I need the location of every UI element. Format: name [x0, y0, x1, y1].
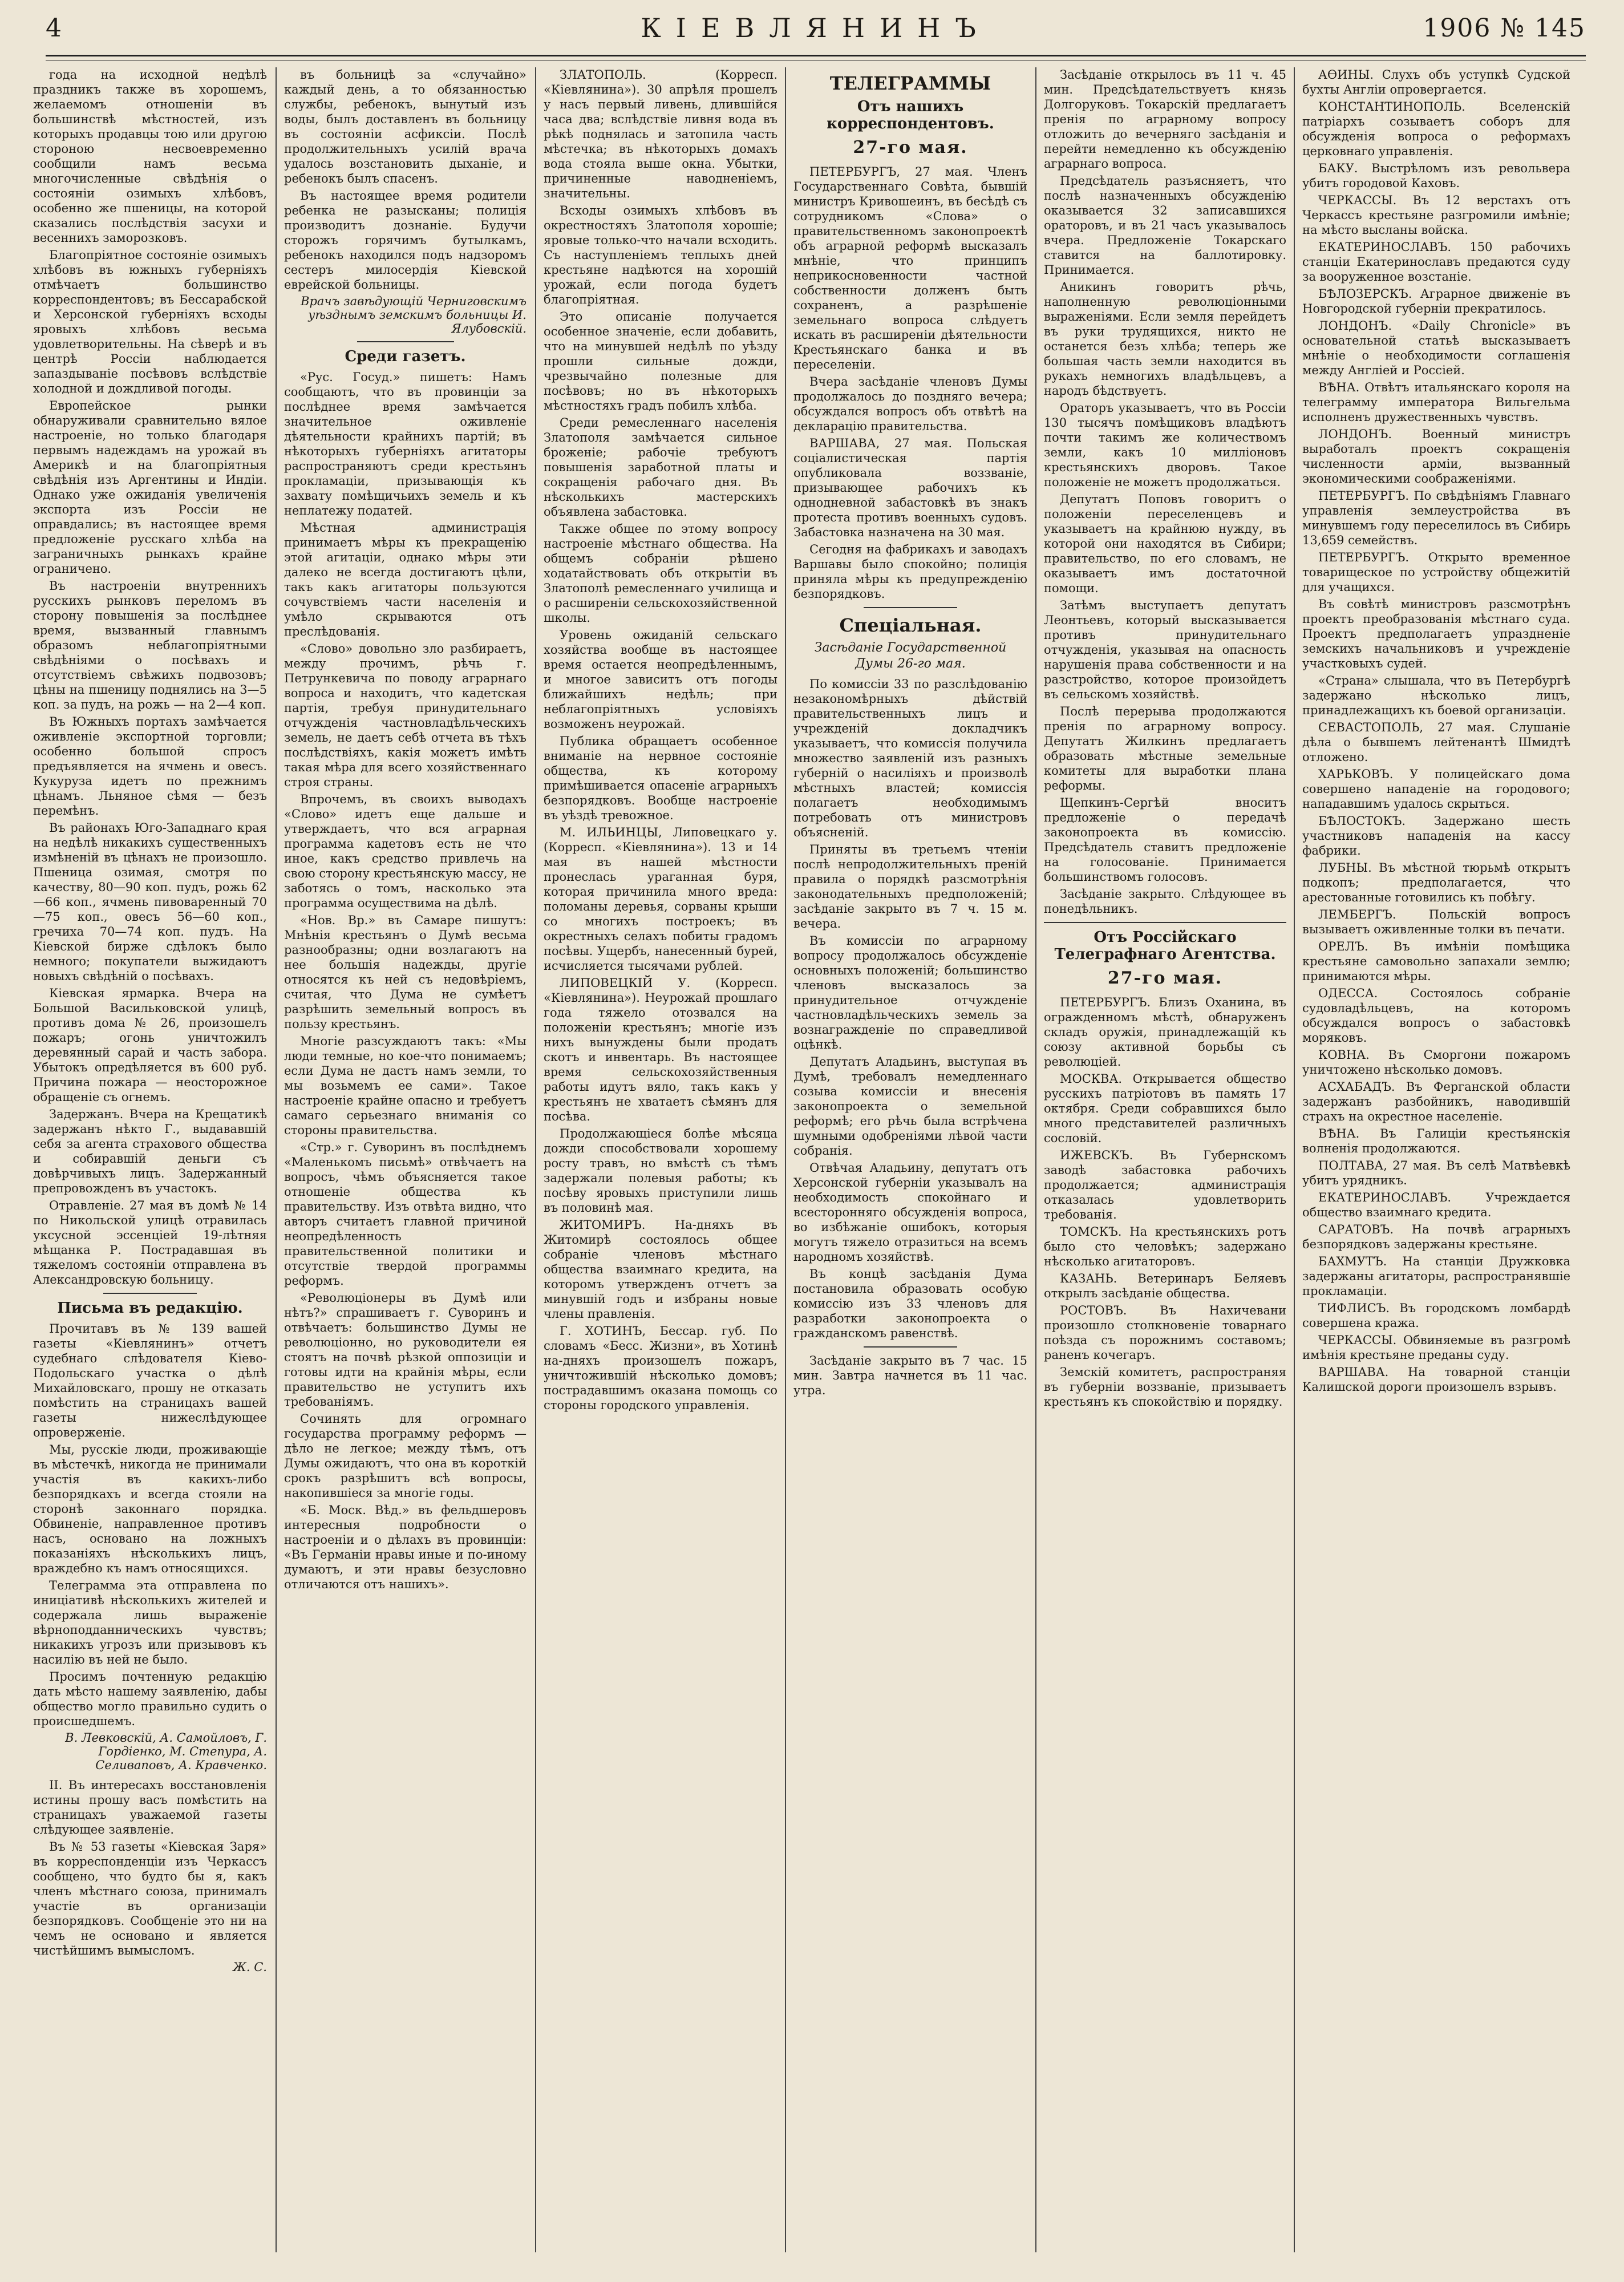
section-divider	[1044, 922, 1286, 923]
column-divider	[785, 67, 786, 2252]
section-title-special: Спеціальная.	[839, 614, 982, 636]
page-number: 4	[46, 14, 62, 43]
column-divider	[535, 67, 536, 2252]
article-paragraph: Задержанъ. Вчера на Крещатикѣ задержанъ нѣкто Г., выдававшій себя за агента страхового общества и собиравшій деньги съ довѣрчивыхъ лицъ. Задержанный препровожденъ въ участокъ.	[33, 1107, 267, 1195]
article-paragraph: АѲИНЫ. Слухъ объ уступкѣ Судской бухты Англіи опровергается.	[1302, 68, 1570, 96]
column-divider	[276, 67, 277, 2252]
article-paragraph: ВѢНА. Въ Галиціи крестьянскія волненія продолжаются.	[1302, 1127, 1570, 1155]
article-paragraph: БАХМУТЪ. На станціи Дружковка задержаны агитаторы, распространявшіе прокламаціи.	[1302, 1255, 1570, 1298]
article-paragraph: САРАТОВЪ. На почвѣ аграрныхъ безпорядковъ задержаны крестьяне.	[1302, 1223, 1570, 1251]
article-paragraph: ЛОНДОНЪ. «Daily Chronicle» въ основательной статьѣ высказываетъ мнѣніе о необходимости соглашенія между Англіей и Россіей.	[1302, 319, 1570, 377]
article-paragraph: КОНСТАНТИНОПОЛЬ. Вселенскій патріархъ созываетъ соборъ для обсужденія вопроса о реформахъ церковнаго управленія.	[1302, 100, 1570, 158]
section-title-rta: Отъ Россійскаго Телеграфнаго Агентства.	[1054, 929, 1276, 963]
article-paragraph: Приняты въ третьемъ чтеніи послѣ непродолжительныхъ преній правила о порядкѣ разсмотрѣнія законодательныхъ предположеній; засѣданіе закрыто въ 7 ч. 15 м. вечера.	[793, 843, 1027, 930]
article-paragraph: Въ совѣтѣ министровъ разсмотрѣнъ проектъ преобразованія мѣстнаго суда. Проектъ предполагаетъ упраздненіе земскихъ начальниковъ и учрежденіе участковыхъ судей.	[1302, 597, 1570, 670]
column-3	[544, 67, 777, 2269]
article-paragraph: Прочитавъ въ № 139 вашей газеты «Кіевлянинъ» отчетъ судебнаго слѣдователя Кіево-Подольскаго участка о дѣлѣ Михайловскаго, прошу не отказать помѣстить на страницахъ вашей газеты нижеслѣдующее опроверженіе.	[33, 1322, 267, 1439]
column-divider	[1294, 67, 1295, 2252]
newspaper-title: КІЕВЛЯНИНЪ	[641, 13, 991, 43]
article-paragraph: Уровень ожиданій сельскаго хозяйства вообще въ настоящее время остается неопредѣленнымъ, и многое зависитъ отъ погоды ближайшихъ недѣль; при неблагопріятныхъ условіяхъ возможенъ неурожай.	[544, 628, 777, 731]
article-paragraph: ТИФЛИСЪ. Въ городскомъ ломбардѣ совершена кража.	[1302, 1301, 1570, 1330]
article-paragraph: II. Въ интересахъ восстановленія истины прошу васъ помѣстить на страницахъ уважаемой газеты слѣдующее заявленіе.	[33, 1778, 267, 1836]
article-paragraph: «Б. Моск. Вѣд.» въ фельдшеровъ интересныя подробности о настроеніи и о дѣлахъ въ провинціи: «Въ Германіи нравы иные и по-иному думаютъ, и эти нравы безусловно отличаются отъ нашихъ».	[284, 1503, 527, 1591]
column-2	[284, 67, 527, 2269]
column-6	[1302, 67, 1570, 2269]
column-divider	[1035, 67, 1036, 2252]
article-paragraph: Предсѣдатель разъясняетъ, что послѣ назначенныхъ обсужденію оказывается 32 записавшихся ораторовъ, и въ 21 часъ указывалось вчера. Предложеніе Токарскаго ставится на баллотировку. Принимается.	[1044, 174, 1286, 277]
article-paragraph: ЛИПОВЕЦКІЙ У. (Корресп. «Кіевлянина»). Неурожай прошлаго года тяжело отозвался на положеніи крестьянъ; многіе изъ нихъ вынуждены были продать скотъ и инвентарь. Въ настоящее время сельскохозяйственныя работы идутъ вяло, такъ какъ у крестьянъ не хватаетъ сѣмянъ для посѣва.	[544, 976, 777, 1123]
article-paragraph: Депутатъ Поповъ говоритъ о положеніи переселенцевъ и указываетъ на крайнюю нужду, въ которой они находятся въ Сибири; правительство, по его словамъ, не оказываетъ имъ достаточной помощи.	[1044, 492, 1286, 595]
issue-number: 1906 № 145	[1423, 14, 1586, 43]
column-4	[793, 67, 1027, 2269]
article-paragraph: ПЕТЕРБУРГЪ. По свѣдѣніямъ Главнаго управленія землеустройства въ минувшемъ году переселилось въ Сибирь 13,659 семействъ.	[1302, 489, 1570, 547]
article-paragraph: Отравленіе. 27 мая въ домѣ № 14 по Никольской улицѣ отравилась уксусной эссенціей 19-лѣтняя мѣщанка Р. Пострадавшая въ тяжеломъ состояніи отправлена въ Александровскую больницу.	[33, 1199, 267, 1286]
letter-signatures: В. Левковскій, А. Самойловъ, Г. Гордіенко, М. Степура, А. Селиваповъ, А. Кравченко.	[65, 1731, 267, 1772]
article-paragraph: Г. ХОТИНЪ, Бессар. губ. По словамъ «Бесс. Жизни», въ Хотинѣ на-дняхъ произошелъ пожаръ, уничтожившій нѣсколько домовъ; пострадавшимъ оказана помощь со стороны городского управленія.	[544, 1324, 777, 1412]
article-paragraph: ЛУБНЫ. Въ мѣстной тюрьмѣ открытъ подкопъ; предполагается, что арестованные готовились къ побѣгу.	[1302, 861, 1570, 904]
article-paragraph: ЕКАТЕРИНОСЛАВЪ. 150 рабочихъ станціи Екатеринославъ предаются суду за вооруженное возстаніе.	[1302, 240, 1570, 284]
article-paragraph: Засѣданіе закрыто. Слѣдующее въ понедѣльникъ.	[1044, 887, 1286, 916]
article-paragraph: ЧЕРКАССЫ. Обвиняемые въ разгромѣ имѣнія крестьяне преданы суду.	[1302, 1333, 1570, 1362]
section-subtitle-correspondents: Отъ нашихъ корреспондентовъ.	[827, 98, 994, 132]
article-paragraph: Впрочемъ, въ своихъ выводахъ «Слово» идетъ еще дальше и утверждаетъ, что вся аграрная программа кадетовъ есть не что иное, какъ средство привлечь на свою сторону крестьянскую массу, не заботясь о томъ, насколько эта программа осуществима на дѣлѣ.	[284, 792, 527, 910]
article-paragraph: ВАРШАВА, 27 мая. Польская соціалистическая партія опубликовала воззваніе, призывающее рабочихъ къ однодневной забастовкѣ въ знакъ протеста противъ военныхъ судовъ. Забастовка назначена на 30 мая.	[793, 436, 1027, 539]
article-paragraph: Въ № 53 газеты «Кіевская Заря» въ корреспонденціи изъ Черкассъ сообщено, что будто бы я, какъ членъ мѣстнаго союза, принималъ участіе въ организаціи безпорядковъ. Сообщеніе это ни на чемъ не основано и является чистѣйшимъ вымысломъ.	[33, 1840, 267, 1957]
article-paragraph: Засѣданіе открылось въ 11 ч. 45 мин. Предсѣдательствуетъ князь Долгоруковъ. Токарскій предлагаетъ пренія по аграрному вопросу отложить до вечерняго засѣданія и перейти немедленно къ обсужденію аграрнаго вопроса.	[1044, 68, 1286, 171]
section-date: 27-го мая.	[1107, 968, 1223, 988]
article-paragraph: Европейское рынки обнаруживали сравнительно вялое настроеніе, но только благодаря первымъ надеждамъ на урожай въ Америкѣ и на благопріятныя свѣдѣнія изъ Аргентины и Индіи. Однако уже ожиданія увеличенія экспорта изъ Россіи не оправдались; въ настоящее время предложеніе русскаго хлѣба на заграничныхъ рынкахъ крайне ограничено.	[33, 399, 267, 576]
article-paragraph: ЛЕМБЕРГЪ. Польскій вопросъ вызываетъ оживленные толки въ печати.	[1302, 908, 1570, 936]
article-paragraph: Депутатъ Аладьинъ, выступая въ Думѣ, требовалъ немедленнаго созыва комиссіи и внесенія законопроекта о земельной реформѣ; его рѣчь была встрѣчена шумными одобреніями лѣвой части собранія.	[793, 1055, 1027, 1158]
article-paragraph: Въ концѣ засѣданія Дума постановила образовать особую комиссію изъ 33 членовъ для разработки законопроекта о гражданскомъ равенствѣ.	[793, 1267, 1027, 1340]
article-paragraph: Въ комиссіи по аграрному вопросу продолжалось обсужденіе основныхъ положеній; большинство членовъ высказалось за принудительное отчужденіе частновладѣльческихъ земель за вознагражденіе по справедливой оцѣнкѣ.	[793, 934, 1027, 1051]
article-paragraph: Сегодня на фабрикахъ и заводахъ Варшавы было спокойно; полиція приняла мѣры къ предупрежденію безпорядковъ.	[793, 543, 1027, 601]
article-paragraph: Земскій комитетъ, распространяя въ губерніи воззваніе, призываетъ крестьянъ къ спокойствію и порядку.	[1044, 1365, 1286, 1409]
article-paragraph: «Страна» слышала, что въ Петербургѣ задержано нѣсколько лицъ, принадлежащихъ къ боевой организаціи.	[1302, 674, 1570, 717]
article-paragraph: ТОМСКЪ. На крестьянскихъ ротъ было сто человѣкъ; задержано нѣсколько агитаторовъ.	[1044, 1225, 1286, 1268]
article-paragraph: Щепкинъ-Сергѣй вноситъ предложеніе о передачѣ законопроекта въ комиссію. Предсѣдатель ставитъ предложеніе на голосованіе. Принимается большинствомъ голосовъ.	[1044, 796, 1286, 884]
article-paragraph: БАКУ. Выстрѣломъ изъ револьвера убитъ городовой Каховъ.	[1302, 161, 1570, 190]
article-paragraph: ПЕТЕРБУРГЪ. Близъ Оханина, въ огражденномъ мѣстѣ, обнаруженъ складъ оружія, принадлежащій къ союзу активной борьбы съ революціей.	[1044, 996, 1286, 1069]
article-paragraph: КАЗАНЬ. Ветеринаръ Беляевъ открылъ засѣданіе общества.	[1044, 1272, 1286, 1300]
section-subtitle-duma: Засѣданіе Государственной Думы 26-го мая.	[814, 641, 1007, 671]
article-paragraph: ЗЛАТОПОЛЬ. (Корресп. «Кіевлянина»). 30 апрѣля прошелъ у насъ первый ливень, длившійся часа два; вслѣдствіе ливня вода въ рѣкѣ поднялась и затопила часть мѣстечка; въ нѣкоторыхъ домахъ вода стояла выше окна. Убытки, причиненные наводненіемъ, значительны.	[544, 68, 777, 200]
article-paragraph: Телеграмма эта отправлена по иниціативѣ нѣсколькихъ жителей и содержала лишь выраженіе вѣрноподданническихъ чувствъ; никакихъ угрозъ или призывовъ къ насилію въ ней не было.	[33, 1579, 267, 1666]
article-paragraph: Въ Южныхъ портахъ замѣчается оживленіе экспортной торговли; особенно большой спросъ предъявляется на ячмень и овесъ. Кукуруза идетъ по прежнимъ цѣнамъ. Льняное сѣмя — безъ перемѣнъ.	[33, 715, 267, 818]
article-paragraph: АСХАБАДЪ. Въ Ферганской области задержанъ разбойникъ, наводившій страхъ на окрестное населеніе.	[1302, 1080, 1570, 1123]
section-divider	[864, 1346, 957, 1348]
article-paragraph: БѢЛОЗЕРСКЪ. Аграрное движеніе въ Новгородской губерніи прекратилось.	[1302, 287, 1570, 315]
article-paragraph: Отвѣчая Аладьину, депутатъ отъ Херсонской губерніи указывалъ на необходимость спокойнаго и всесторонняго обсужденія вопроса, во избѣжаніе ошибокъ, которыя могутъ тяжело отразиться на всемъ народномъ хозяйствѣ.	[793, 1161, 1027, 1264]
article-paragraph: По комиссіи 33 по разслѣдованію незакономѣрныхъ дѣйствій правительственныхъ лицъ и учрежденій докладчикъ указываетъ, что комиссія получила множество заявленій изъ разныхъ губерній о насиліяхъ и произволѣ мѣстныхъ властей; комиссія полагаетъ необходимымъ потребовать отъ министровъ объясненій.	[793, 677, 1027, 839]
section-date: 27-го мая.	[853, 137, 968, 157]
article-paragraph: ПЕТЕРБУРГЪ. Открыто временное товарищеское по устройству общежитій для учащихся.	[1302, 551, 1570, 594]
article-paragraph: Это описаніе получается особенное значеніе, если добавить, что на минувшей недѣлѣ по уѣзду прошли сильные дожди, чрезвычайно полезные для посѣвовъ; но въ нѣкоторыхъ мѣстностяхъ градъ побилъ хлѣба.	[544, 310, 777, 412]
article-paragraph: КОВНА. Въ Сморгони пожаромъ уничтожено нѣсколько домовъ.	[1302, 1048, 1570, 1077]
article-paragraph: Сочинять для огромнаго государства программу реформъ — дѣло не легкое; между тѣмъ, отъ Думы ожидаютъ, что она въ короткій срокъ разрѣшитъ всѣ вопросы, накопившіеся за многіе годы.	[284, 1412, 527, 1500]
article-paragraph: СЕВАСТОПОЛЬ, 27 мая. Слушаніе дѣла о бывшемъ лейтенантѣ Шмидтѣ отложено.	[1302, 721, 1570, 764]
article-paragraph: ЖИТОМИРЪ. На-дняхъ въ Житомирѣ состоялось общее собраніе членовъ мѣстнаго общества взаимнаго кредита, на которомъ утвержденъ отчетъ за минувшій годъ и избраны новые члены правленія.	[544, 1218, 777, 1321]
article-paragraph: ЧЕРКАССЫ. Въ 12 верстахъ отъ Черкассъ крестьяне разгромили имѣніе; на мѣсто высланы войска.	[1302, 193, 1570, 237]
column-1	[33, 67, 267, 2269]
article-paragraph: Кіевская ярмарка. Вчера на Большой Васильковской улицѣ, противъ дома № 26, произошелъ пожаръ; огонь уничтожилъ деревянный сарай и часть забора. Убытокъ опредѣляется въ 600 руб. Причина пожара — неосторожное обращеніе съ огнемъ.	[33, 986, 267, 1104]
article-paragraph: МОСКВА. Открывается общество русскихъ патріотовъ въ память 17 октября. Среди собравшихся было много представителей различныхъ сословій.	[1044, 1072, 1286, 1145]
section-title-letters: Письма въ редакцію.	[57, 1300, 243, 1317]
article-paragraph: БѢЛОСТОКЪ. Задержано шесть участниковъ нападенія на кассу фабрики.	[1302, 814, 1570, 857]
article-paragraph: М. ИЛЬИНЦЫ, Липовецкаго у. (Корресп. «Кіевлянина»). 13 и 14 мая въ нашей мѣстности пронеслась ураганная буря, которая причинила много вреда: поломаны деревья, сорваны крыши со многихъ построекъ; въ окрестныхъ селахъ побиты градомъ посѣвы. Ущербъ, нанесенный бурей, исчисляется тысячами рублей.	[544, 826, 777, 973]
article-paragraph: «Нов. Вр.» въ Самаре пишутъ: Мнѣнія крестьянъ о Думѣ весьма разнообразны; одни возлагаютъ на нее большія надежды, другіе относятся къ ней съ недовѣріемъ, считая, что Дума не сумѣетъ разрѣшить земельный вопросъ въ пользу крестьянъ.	[284, 913, 527, 1031]
article-paragraph: Благопріятное состояніе озимыхъ хлѣбовъ въ южныхъ губерніяхъ отмѣчаетъ большинство корреспондентовъ; въ Бессарабской и Херсонской губерніяхъ всходы яровыхъ хлѣбовъ весьма удовлетворительны. На сѣверѣ и въ центрѣ Россіи наблюдается запаздываніе посѣвовъ вслѣдствіе холодной и дождливой погоды.	[33, 248, 267, 395]
article-paragraph: «Революціонеры въ Думѣ или нѣтъ?» спрашиваетъ г. Суворинъ и отвѣчаетъ: большинство Думы не революціонно, но руководители ея стоятъ на почвѣ рѣзкой оппозиціи и готовы идти на крайнія мѣры, если правительство не уступитъ ихъ требованіямъ.	[284, 1291, 527, 1409]
article-paragraph: ЛОНДОНЪ. Военный министръ выработалъ проектъ сокращенія численности арміи, вызванный экономическими соображеніями.	[1302, 427, 1570, 485]
article-paragraph: ЕКАТЕРИНОСЛАВЪ. Учреждается общество взаимнаго кредита.	[1302, 1191, 1570, 1219]
article-paragraph: ВѢНА. Отвѣтъ итальянскаго короля на телеграмму императора Вильгельма исполненъ дружественныхъ чувствъ.	[1302, 381, 1570, 424]
section-divider	[864, 607, 957, 608]
article-signature: Врачъ завѣдующій Черниговскимъ уѣзднымъ земскимъ больницы И. Ялубовскій.	[301, 294, 527, 335]
article-paragraph: ИЖЕВСКЪ. Въ Губернскомъ заводѣ забастовка рабочихъ продолжается; администрація отказалась удовлетворить требованія.	[1044, 1148, 1286, 1221]
section-title-press-review: Среди газетъ.	[345, 348, 466, 365]
section-divider	[357, 341, 454, 342]
article-paragraph: Ораторъ указываетъ, что въ Россіи 130 тысячъ помѣщиковъ владѣютъ почти такимъ же количествомъ земли, какъ 10 милліоновъ крестьянскихъ дворовъ. Такое положеніе не можетъ продолжаться.	[1044, 401, 1286, 489]
column-5	[1044, 67, 1286, 2269]
session-closing-note: Засѣданіе закрыто въ 7 час. 15 мин. Завтра начнется въ 11 час. утра.	[793, 1354, 1027, 1397]
article-paragraph: Въ настоящее время родители ребенка не разысканы; полиція производитъ дознаніе. Будучи сторожъ горячимъ бутылкамъ, ребенокъ находился подъ надзоромъ сестеръ милосердія Кіевской еврейской больницы.	[284, 189, 527, 292]
article-paragraph: ПОЛТАВА, 27 мая. Въ селѣ Матвѣевкѣ убитъ урядникъ.	[1302, 1159, 1570, 1187]
article-paragraph: Мѣстная администрація принимаетъ мѣры къ прекращенію этой агитаціи, однако мѣры эти далеко не всегда достигаютъ цѣли, такъ какъ агитаторы пользуются сочувствіемъ части населенія и умѣло скрываются отъ преслѣдованія.	[284, 521, 527, 638]
header-rule	[46, 55, 1586, 60]
letter-signature: Ж. С.	[233, 1960, 267, 1974]
section-divider	[103, 1293, 197, 1294]
article-paragraph: Среди ремесленнаго населенія Златополя замѣчается сильное броженіе; рабочіе требуютъ повышенія заработной платы и сокращенія рабочаго дня. Въ нѣсколькихъ мастерскихъ объявлена забастовка.	[544, 416, 777, 519]
page-header	[46, 10, 1586, 50]
article-paragraph: «Слово» довольно зло разбираетъ, между прочимъ, рѣчь г. Петрункевича по поводу аграрнаго вопроса и находитъ, что кадетская партія, требуя принудительнаго отчужденія частновладѣльческихъ земель, не даетъ себѣ отчета въ тѣхъ послѣдствіяхъ, какія можетъ имѣть такая мѣра для всего хозяйственнаго строя страны.	[284, 642, 527, 789]
article-paragraph: Въ районахъ Юго-Западнаго края на недѣлѣ никакихъ существенныхъ измѣненій въ цѣнахъ не произошло. Пшеница озимая, смотря по качеству, 80—90 коп. пудъ, рожь 62—66 коп., ячмень пивоваренный 70—75 коп., овесъ 56—60 коп., гречиха 70—74 коп. пудъ. На Кіевской бирже сдѣлокъ было немного; покупатели выжидаютъ новыхъ свѣдѣній о посѣвахъ.	[33, 821, 267, 983]
article-paragraph: Послѣ перерыва продолжаются пренія по аграрному вопросу. Депутатъ Жилкинъ предлагаетъ образовать мѣстные земельные комитеты для выработки плана реформы.	[1044, 705, 1286, 792]
article-paragraph: Затѣмъ выступаетъ депутатъ Леонтьевъ, который высказывается противъ принудительнаго отчужденія, указывая на опасность нарушенія права собственности и на разстройство, которое произойдетъ въ сельскомъ хозяйствѣ.	[1044, 598, 1286, 701]
article-paragraph: ПЕТЕРБУРГЪ, 27 мая. Членъ Государственнаго Совѣта, бывшій министръ Кривошеинъ, въ бесѣдѣ съ сотрудникомъ «Слова» о правительственномъ законопроектѣ объ аграрной реформѣ высказалъ мнѣніе, что принципъ неприкосновенности частной собственности долженъ быть сохраненъ, а разрѣшеніе земельнаго вопроса слѣдуетъ искать въ расширеніи дѣятельности Крестьянскаго банка и въ переселеніи.	[793, 165, 1027, 371]
article-paragraph: Аникинъ говоритъ рѣчь, наполненную революціонными выраженіями. Если земля перейдетъ въ руки трудящихся, никто не останется безъ хлѣба; теперь же большая часть земли находится въ рукахъ немногихъ владѣльцевъ, а народъ бѣдствуетъ.	[1044, 280, 1286, 398]
article-paragraph: въ больницѣ за «случайно» каждый день, а то обязанностью службы, ребенокъ, вынутый изъ воды, былъ доставленъ въ больницу въ состояніи асфиксіи. Послѣ продолжительныхъ усилій врача удалось возстановить дыханіе, и ребенокъ былъ спасенъ.	[284, 68, 527, 185]
article-paragraph: Мы, русскіе люди, проживающіе въ мѣстечкѣ, никогда не принимали участія въ какихъ-либо безпорядкахъ и всегда стояли на сторонѣ законнаго порядка. Обвиненіе, направленное противъ насъ, основано на ложныхъ показаніяхъ нѣсколькихъ лицъ, враждебно къ намъ относящихся.	[33, 1443, 267, 1575]
article-paragraph: ОДЕССА. Состоялось собраніе судовладѣльцевъ, на которомъ обсуждался вопросъ о забастовкѣ моряковъ.	[1302, 986, 1570, 1045]
article-paragraph: Продолжающіеся болѣе мѣсяца дожди способствовали хорошему росту травъ, но вмѣстѣ съ тѣмъ задержали полевыя работы; къ посѣву яровыхъ приступили лишь въ половинѣ мая.	[544, 1127, 777, 1215]
article-paragraph: ХАРЬКОВЪ. У полицейскаго дома совершено нападеніе на городового; нападавшимъ удалось скрыться.	[1302, 767, 1570, 811]
article-paragraph: «Рус. Госуд.» пишетъ: Намъ сообщаютъ, что въ провинціи за послѣднее время замѣчается значительное оживленіе дѣятельности крайнихъ партій; въ нѣкоторыхъ губерніяхъ агитаторы распространяютъ среди крестьянъ прокламаціи, призывающія къ захвату помѣщичьихъ земель и къ неплатежу податей.	[284, 370, 527, 517]
article-paragraph: «Стр.» г. Суворинъ въ послѣднемъ «Маленькомъ письмѣ» отвѣчаетъ на вопросъ, чѣмъ объясняется такое отношеніе общества къ правительству. Изъ отвѣта видно, что авторъ считаетъ главной причиной неопредѣленность правительственной политики и отсутствіе твердой программы реформъ.	[284, 1140, 527, 1288]
article-paragraph: ОРЕЛЪ. Въ имѣніи помѣщика крестьяне самовольно запахали землю; принимаются мѣры.	[1302, 940, 1570, 983]
article-paragraph: Также общее по этому вопросу настроеніе мѣстнаго общества. На общемъ собраніи рѣшено ходатайствовать объ открытіи въ Златополѣ ремесленнаго училища и о расширеніи сельскохозяйственной школы.	[544, 522, 777, 625]
article-paragraph: Просимъ почтенную редакцію дать мѣсто нашему заявленію, дабы общество могло правильно судить о происшедшемъ.	[33, 1670, 267, 1728]
section-title-telegrams: ТЕЛЕГРАММЫ	[829, 72, 991, 94]
article-paragraph: Вчера засѣданіе членовъ Думы продолжалось до поздняго вечера; обсуждался вопросъ объ отвѣтѣ на декларацію правительства.	[793, 375, 1027, 433]
article-paragraph: Въ настроеніи внутреннихъ русскихъ рынковъ переломъ въ сторону повышенія за послѣднее время, вызванный главнымъ образомъ неблагопріятными свѣдѣніями о посѣвахъ и отсутствіемъ свѣжихъ подвозовъ; цѣны на пшеницу поднялись на 3—5 коп. за пудъ, на рожь — на 2—4 коп.	[33, 579, 267, 711]
article-paragraph: РОСТОВЪ. Въ Нахичевани произошло столкновеніе товарнаго поѣзда съ порожнимъ составомъ; раненъ кочегаръ.	[1044, 1304, 1286, 1362]
article-paragraph: Многіе разсуждаютъ такъ: «Мы люди темные, но кое-что понимаемъ; если Дума не дастъ намъ земли, то мы возьмемъ ее сами». Такое настроеніе крайне опасно и требуетъ самаго серьезнаго вниманія со стороны правительства.	[284, 1034, 527, 1137]
article-paragraph: Всходы озимыхъ хлѣбовъ въ окрестностяхъ Златополя хорошіе; яровые только-что начали всходить. Съ наступленіемъ теплыхъ дней крестьяне надѣются на хорошій урожай, если погода будетъ благопріятная.	[544, 204, 777, 306]
article-paragraph: Публика обращаетъ особенное вниманіе на нервное состояніе общества, къ которому примѣшивается опасеніе аграрныхъ безпорядковъ. Вообще настроеніе въ уѣздѣ тревожное.	[544, 734, 777, 822]
article-paragraph: ВАРШАВА. На товарной станціи Калишской дороги произошелъ взрывъ.	[1302, 1365, 1570, 1394]
article-paragraph: года на исходной недѣлѣ праздникъ также въ хорошемъ, желаемомъ отношеніи въ большинствѣ мѣстностей, изъ которыхъ продавцы тою или другою стороною несвоевременно сообщили намъ весьма многочисленные свѣдѣнія о состояніи озимыхъ хлѣбовъ, особенно же пшеницы, на которой сказались послѣдствія засухи и весеннихъ заморозковъ.	[33, 68, 267, 245]
